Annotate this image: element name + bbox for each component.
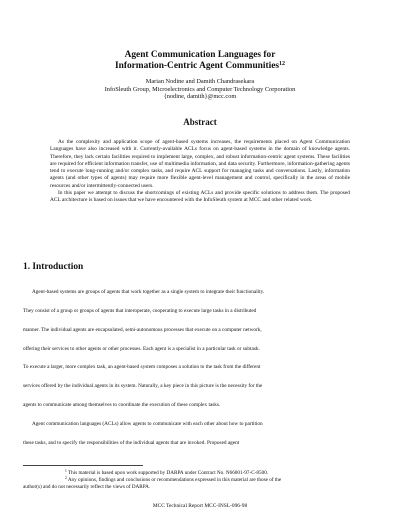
footnote-2-continued: author(s) and do not necessarily reflect the views of DARPA. [23, 484, 151, 491]
intro-line: Agent-based systems are groups of agents that work together as a single system to integrate their functionality. [32, 289, 265, 295]
abstract-body [50, 139, 350, 205]
author-affiliation: InfoSleuth Group, Microelectronics and Computer Technology Corporation [104, 85, 296, 93]
intro-line: offering their services to other agents or other processes. Each agent is a specialist in a particular task or subtask. [23, 345, 260, 352]
intro-line: these tasks, and to specify the responsibilities of the individual agents that are invoked. Proposed agent [23, 439, 240, 446]
footnote-2-mark: 2 [65, 476, 67, 481]
intro-line: They consist of a group or groups of agents that interoperate, cooperating to execute large tasks in a distributed [23, 307, 257, 314]
intro-line: manner. The individual agents are encapsulated, semi-autonomous processes that execute on a computer network, [23, 326, 262, 333]
author-block [0, 78, 400, 101]
title-line-1: Agent Communication Languages for [124, 50, 276, 60]
title-footnote-marks: 12 [279, 61, 286, 67]
section-heading-introduction: 1. Introduction [23, 262, 84, 272]
title-line-2-text: Information-Centric Agent Communities [114, 61, 280, 71]
footnotes [23, 470, 378, 492]
footnote-2-text-a: Any opinions, findings and conclusions or recommendations expressed in this material are those of the [67, 477, 282, 484]
footnote-divider [23, 465, 143, 466]
author-names: Marian Nodine and Damith Chandrasekara [145, 78, 255, 85]
intro-line: Agent communication languages (ACLs) allow agents to communicate with each other about how to partition [32, 420, 263, 427]
abstract-heading: Abstract [183, 117, 217, 127]
introduction-body [23, 283, 375, 453]
author-email: {nodine, damith}@mcc.com [163, 93, 237, 100]
paper-title [0, 50, 400, 72]
abstract-paragraph: In this paper we attempt to discuss the shortcomings of existing ACLs and provide specific solutions to address them. The proposed ACL architecture is based on issues that we have encountered with the InfoSleuth system at MCC and other related work. [50, 190, 350, 204]
intro-line: agents to communicate among themselves to coordinate the execution of these complex tasks. [23, 402, 221, 409]
intro-line: services offered by the individual agents in its system. Naturally, a key piece in this picture is the necessity for the [23, 383, 263, 390]
title-line-2 [0, 61, 400, 72]
footnote-1-text: This material is based upon work supported by DARPA under Contract No. N66001-97-C-8500. [68, 470, 269, 476]
page-footer: MCC Technical Report MCC-INSL-096-98 [152, 503, 248, 509]
footnote-1-mark: 1 [65, 469, 67, 473]
intro-line: To execute a larger, more complex task, an agent-based system composes a solution to the task from the different [23, 364, 261, 371]
abstract-paragraph: As the complexity and application scope of agent-based systems increases, the requirements placed on Agent Communication Languages have also increased with it. Currently-available ACLs focus on agent-based systems in the domain of knowledge agents. Therefore, they lack certain facilities required to implement large, complex, and robust information-centric agent systems. These facilities are required for efficient information transfer, use of multimedia information, and data security. Furthermore, information-gathering agents tend to execute long-running and/or complex tasks, and require ACL support for managing tasks and conversations. Lastly, information agents (and other types of agents) may require more flexible agent-level management and control, specifically in the areas of mobile resources and/or intermittently-connected users. [50, 139, 350, 189]
